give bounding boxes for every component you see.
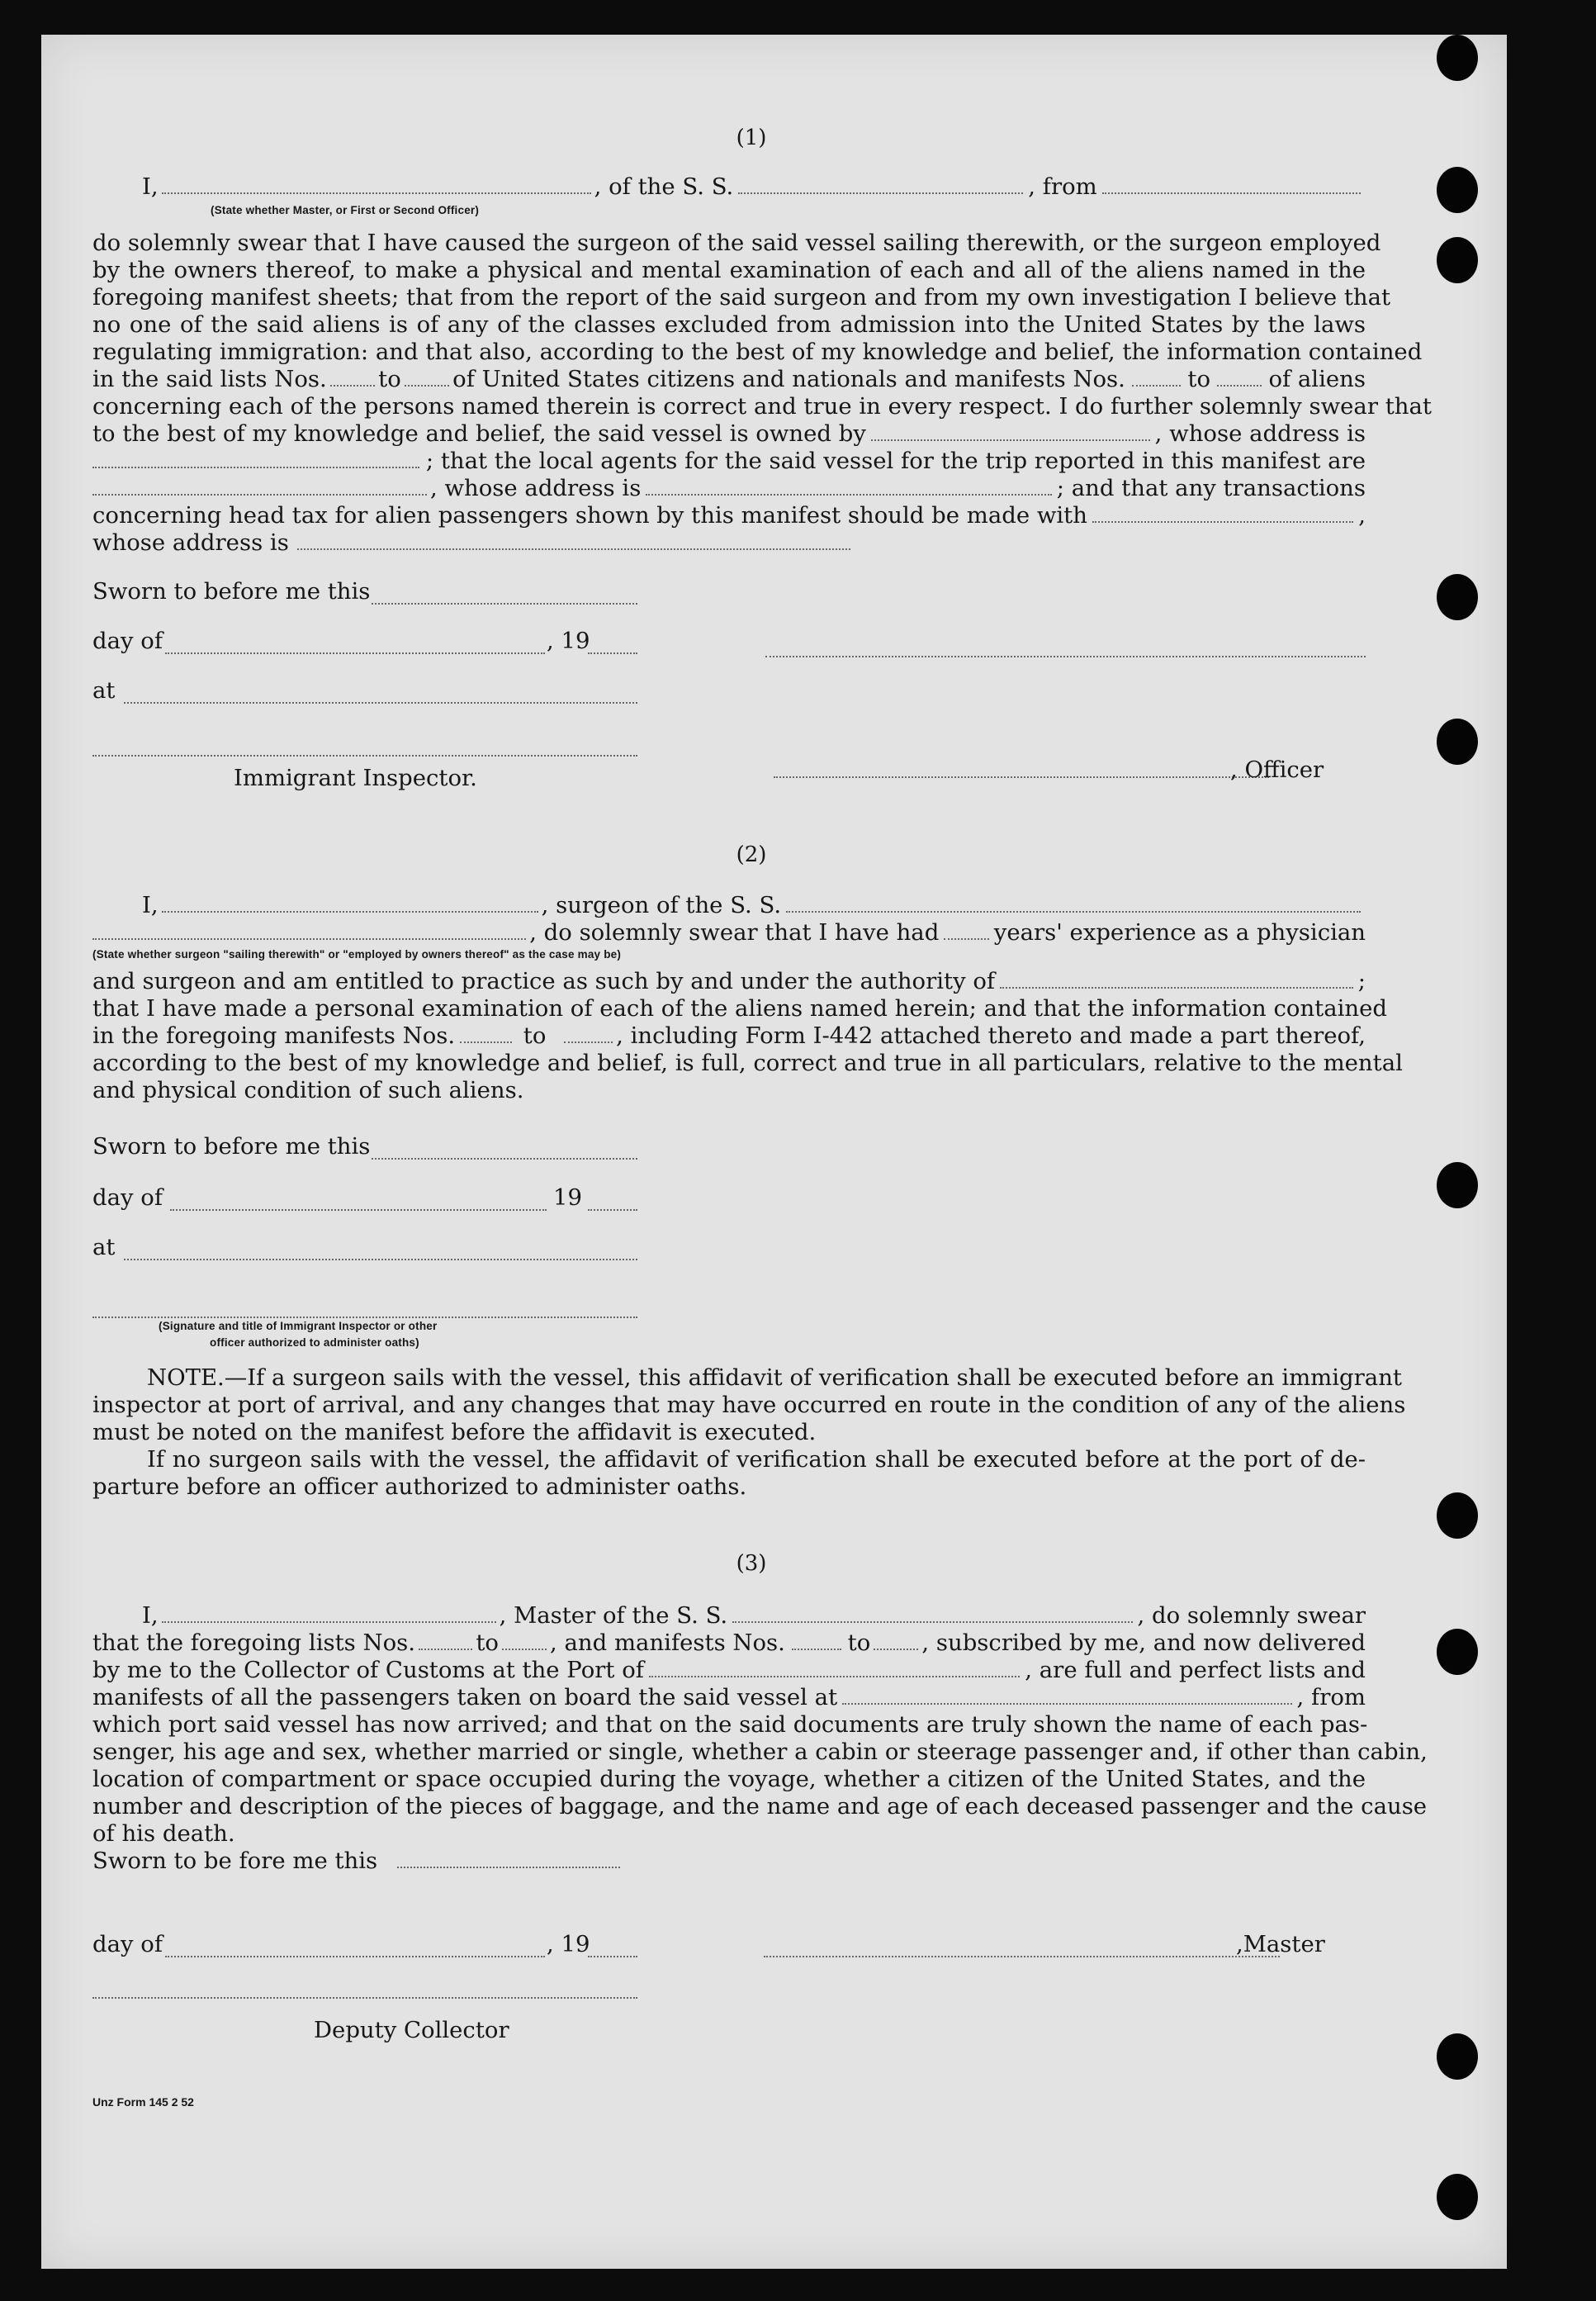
label-semicolon: ; (1357, 968, 1366, 994)
month-field[interactable] (170, 1193, 547, 1211)
manifests-from-field[interactable] (460, 1025, 512, 1043)
lists-to-field[interactable] (502, 1632, 547, 1650)
year-field[interactable] (588, 636, 637, 654)
paragraph-line: no one of the said aliens is of any of the classes excluded from admission into the United States by the laws (92, 311, 1366, 338)
authority-field[interactable] (1000, 970, 1353, 989)
manifests-to-field[interactable] (1217, 368, 1262, 387)
sworn-day-field[interactable] (372, 1141, 637, 1160)
officer-signature-field[interactable] (765, 639, 1366, 657)
officer-title-field[interactable] (774, 760, 1269, 778)
sworn-day-field[interactable] (372, 586, 637, 605)
paragraph-line: foregoing manifest sheets; that from the report of the said surgeon and from my own investigation I believe that (92, 284, 1391, 311)
label-full-perfect: , are full and perfect lists and (1025, 1657, 1366, 1683)
label-surgeon-of-ss: , surgeon of the S. S. (541, 892, 782, 918)
label-solemnly-swear: , do solemnly swear (1137, 1602, 1366, 1629)
sworn-label: Sworn to before me this (92, 578, 371, 605)
head-tax-field[interactable] (1092, 505, 1353, 523)
deputy-collector-label: Deputy Collector (314, 2017, 509, 2043)
label-whose-address: , whose address is (430, 475, 642, 501)
paragraph-line: number and description of the pieces of baggage, and the name and age of each deceased passenger and the cause (92, 1793, 1428, 1819)
note-line: NOTE.—If a surgeon sails with the vessel, this affidavit of verification shall be executed before an immigrant (147, 1364, 1402, 1391)
vessel-name-field[interactable] (738, 176, 1023, 194)
binder-hole (1437, 574, 1478, 620)
authority-line (92, 968, 1366, 995)
port-line (92, 1657, 1366, 1684)
day-of-label: day of (92, 1931, 163, 1957)
section-number: (3) (736, 1551, 767, 1576)
paragraph-line: regulating immigration: and that also, according to the best of my knowledge and belief, the information contained (92, 339, 1423, 365)
label-local-agents: ; that the local agents for the said vessel for the trip reported in this manifest are (425, 448, 1366, 474)
surgeon-name-field[interactable] (162, 894, 538, 913)
section-2-oath-line (92, 892, 1366, 946)
label-to: to (523, 1022, 547, 1049)
binder-hole (1437, 719, 1478, 765)
note-line: parture before an officer authorized to administer oaths. (92, 1473, 747, 1500)
label-to: to (1187, 366, 1211, 392)
note-line: inspector at port of arrival, and any changes that may have occurred en route in the condition of any of the aliens (92, 1392, 1406, 1418)
label-comma: , (1358, 502, 1366, 529)
master-oath-line (92, 1602, 1366, 1630)
month-field[interactable] (165, 1939, 545, 1957)
label-whose-address: whose address is (92, 529, 289, 556)
inspector-signature-field[interactable] (92, 738, 637, 757)
day-of-label: day of (92, 628, 163, 654)
label-to: to (378, 366, 401, 392)
paragraph-line: senger, his age and sex, whether married or single, whether a cabin or steerage passenger and, if other than cabin, (92, 1739, 1428, 1765)
paragraph-line: location of compartment or space occupied during the voyage, whether a citizen of the United States, and the (92, 1766, 1366, 1792)
label-manifests-nos: in the foregoing manifests Nos. (92, 1022, 456, 1049)
year-field[interactable] (588, 1193, 637, 1211)
lists-to-field[interactable] (405, 368, 449, 387)
section-3-paragraph (92, 1602, 1428, 1875)
officer-label: , Officer (1230, 757, 1324, 783)
label-i: I, (142, 892, 159, 918)
label-i: I, (142, 173, 159, 200)
agents-address-field[interactable] (646, 477, 1051, 496)
paragraph-line: of his death. (92, 1820, 235, 1847)
master-signature-field[interactable] (764, 1939, 1280, 1957)
binder-hole (1437, 2174, 1478, 2220)
immigrant-inspector-label: Immigrant Inspector. (234, 765, 477, 791)
month-field[interactable] (165, 636, 545, 654)
label-authority: and surgeon and am entitled to practice as such by and under the authority of (92, 968, 996, 994)
paragraph-line: that I have made a personal examination of each of the aliens named herein; and that the information contained (92, 995, 1387, 1022)
label-lists-nos: in the said lists Nos. (92, 366, 327, 392)
head-tax-address-field[interactable] (297, 532, 850, 550)
manifests-to-field[interactable] (564, 1025, 613, 1043)
binder-hole (1437, 237, 1478, 283)
section-number: (2) (736, 842, 767, 867)
section-number: (1) (736, 126, 767, 150)
section-1-paragraph (92, 230, 1432, 557)
paragraph-line: which port said vessel has now arrived; and that on the said documents are truly shown the name of each pas- (92, 1711, 1368, 1738)
label-citizens-manifests: of United States citizens and nationals and manifests Nos. (452, 366, 1125, 392)
agents-address-line (92, 475, 1366, 502)
surgeon-vessel-field[interactable] (786, 894, 1361, 913)
agents-field[interactable] (92, 477, 427, 496)
sworn-label: Sworn to before me this (92, 1133, 371, 1160)
binder-hole (1437, 1162, 1478, 1208)
boarded-port-field[interactable] (842, 1687, 1291, 1705)
port-field[interactable] (649, 1659, 1020, 1677)
year-label: , 19 (547, 1931, 590, 1957)
label-head-tax: concerning head tax for alien passengers shown by this manifest should be made with (92, 502, 1087, 529)
surgeon-status-field[interactable] (92, 922, 526, 940)
label-transactions: ; and that any transactions (1056, 475, 1366, 501)
note-line: If no surgeon sails with the vessel, the affidavit of verification shall be executed before at the port of de- (147, 1446, 1366, 1473)
port-from-field[interactable] (1102, 176, 1361, 194)
label-to: to (847, 1630, 871, 1656)
manifests-nos-line (92, 1022, 1366, 1050)
label-from: , from (1028, 173, 1097, 200)
boarded-at-line (92, 1684, 1366, 1711)
master-label: ,Master (1236, 1931, 1325, 1957)
label-from: , from (1296, 1684, 1366, 1710)
year-label: , 19 (547, 628, 590, 654)
officer-note: (State whether Master, or First or Second Officer) (211, 204, 480, 216)
label-whose-address: , whose address is (1154, 420, 1366, 447)
label-taken-on-board: manifests of all the passengers taken on board the said vessel at (92, 1684, 838, 1710)
paragraph-line: by the owners thereof, to make a physical and mental examination of each and all of the aliens named in the (92, 257, 1366, 283)
owned-by-line (92, 420, 1366, 448)
label-i: I, (142, 1602, 159, 1629)
year-field[interactable] (588, 1939, 637, 1957)
manifests-from-field[interactable] (792, 1632, 841, 1650)
binder-hole (1437, 167, 1478, 213)
paragraph-line: according to the best of my knowledge and belief, is full, correct and true in all particulars, relative to the mental (92, 1050, 1403, 1076)
manifest-page (41, 35, 1507, 2269)
owner-address-field[interactable] (92, 450, 419, 468)
sworn-day-field[interactable] (397, 1850, 620, 1868)
label-solemnly-swear: , do solemnly swear that I have had (529, 919, 940, 946)
lists-nos-line (92, 1630, 1366, 1657)
master-vessel-field[interactable] (732, 1605, 1132, 1623)
at-label: at (92, 1234, 116, 1260)
at-place-field[interactable] (124, 1242, 637, 1260)
sworn-label: Sworn to be fore me this (92, 1848, 378, 1874)
label-of-aliens: of aliens (1268, 366, 1366, 392)
at-label: at (92, 677, 116, 704)
owner-field[interactable] (871, 423, 1150, 441)
label-years-experience: years' experience as a physician (993, 919, 1366, 946)
officer-name-field[interactable] (162, 176, 591, 194)
note-line: must be noted on the manifest before the affidavit is executed. (92, 1419, 817, 1445)
manifests-to-field[interactable] (874, 1632, 918, 1650)
label-to: to (476, 1630, 499, 1656)
collector-signature-field[interactable] (92, 1981, 637, 1999)
binder-hole (1437, 2033, 1478, 2080)
surgeon-note: (State whether surgeon "sailing therewith" or "employed by owners thereof" as the case may be) (92, 948, 622, 961)
label-lists-nos: that the foregoing lists Nos. (92, 1630, 415, 1656)
section-1-oath-line (92, 173, 1366, 201)
sworn-line (92, 1848, 1366, 1875)
label-form-i442: , including Form I-442 attached thereto and made a part thereof, (616, 1022, 1366, 1049)
agents-line (92, 448, 1366, 475)
binder-hole (1437, 35, 1478, 81)
signature-note: officer authorized to administer oaths) (210, 1336, 419, 1349)
lists-nos-line (92, 366, 1366, 393)
manifests-from-field[interactable] (1132, 368, 1182, 387)
lists-from-field[interactable] (330, 368, 375, 387)
binder-hole (1437, 1492, 1478, 1539)
label-collector-port: by me to the Collector of Customs at the Port of (92, 1657, 644, 1683)
master-name-field[interactable] (162, 1605, 496, 1623)
years-experience-field[interactable] (944, 922, 988, 940)
label-manifests-nos: , and manifests Nos. (550, 1630, 785, 1656)
lists-from-field[interactable] (419, 1632, 472, 1650)
label-subscribed: , subscribed by me, and now delivered (921, 1630, 1366, 1656)
year-label: 19 (553, 1184, 582, 1211)
whose-address-line (92, 529, 1366, 557)
signature-note: (Signature and title of Immigrant Inspector or other (159, 1320, 438, 1332)
day-of-label: day of (92, 1184, 163, 1211)
note-paragraph (92, 1364, 1406, 1501)
head-tax-line (92, 502, 1366, 529)
paragraph-line: and physical condition of such aliens. (92, 1077, 524, 1103)
binder-hole (1437, 1629, 1478, 1675)
at-place-field[interactable] (124, 686, 637, 704)
label-of-ss: , of the S. S. (594, 173, 734, 200)
form-id: Unz Form 145 2 52 (92, 2095, 194, 2109)
label-master-of-ss: , Master of the S. S. (499, 1602, 728, 1629)
paragraph-line: do solemnly swear that I have caused the surgeon of the said vessel sailing therewith, or the surgeon employed (92, 230, 1381, 256)
label-owned-by: to the best of my knowledge and belief, the said vessel is owned by (92, 420, 866, 447)
signature-field[interactable] (92, 1300, 637, 1318)
section-2-paragraph (92, 968, 1403, 1104)
paragraph-line: concerning each of the persons named therein is correct and true in every respect. I do further solemnly swear that (92, 393, 1432, 420)
